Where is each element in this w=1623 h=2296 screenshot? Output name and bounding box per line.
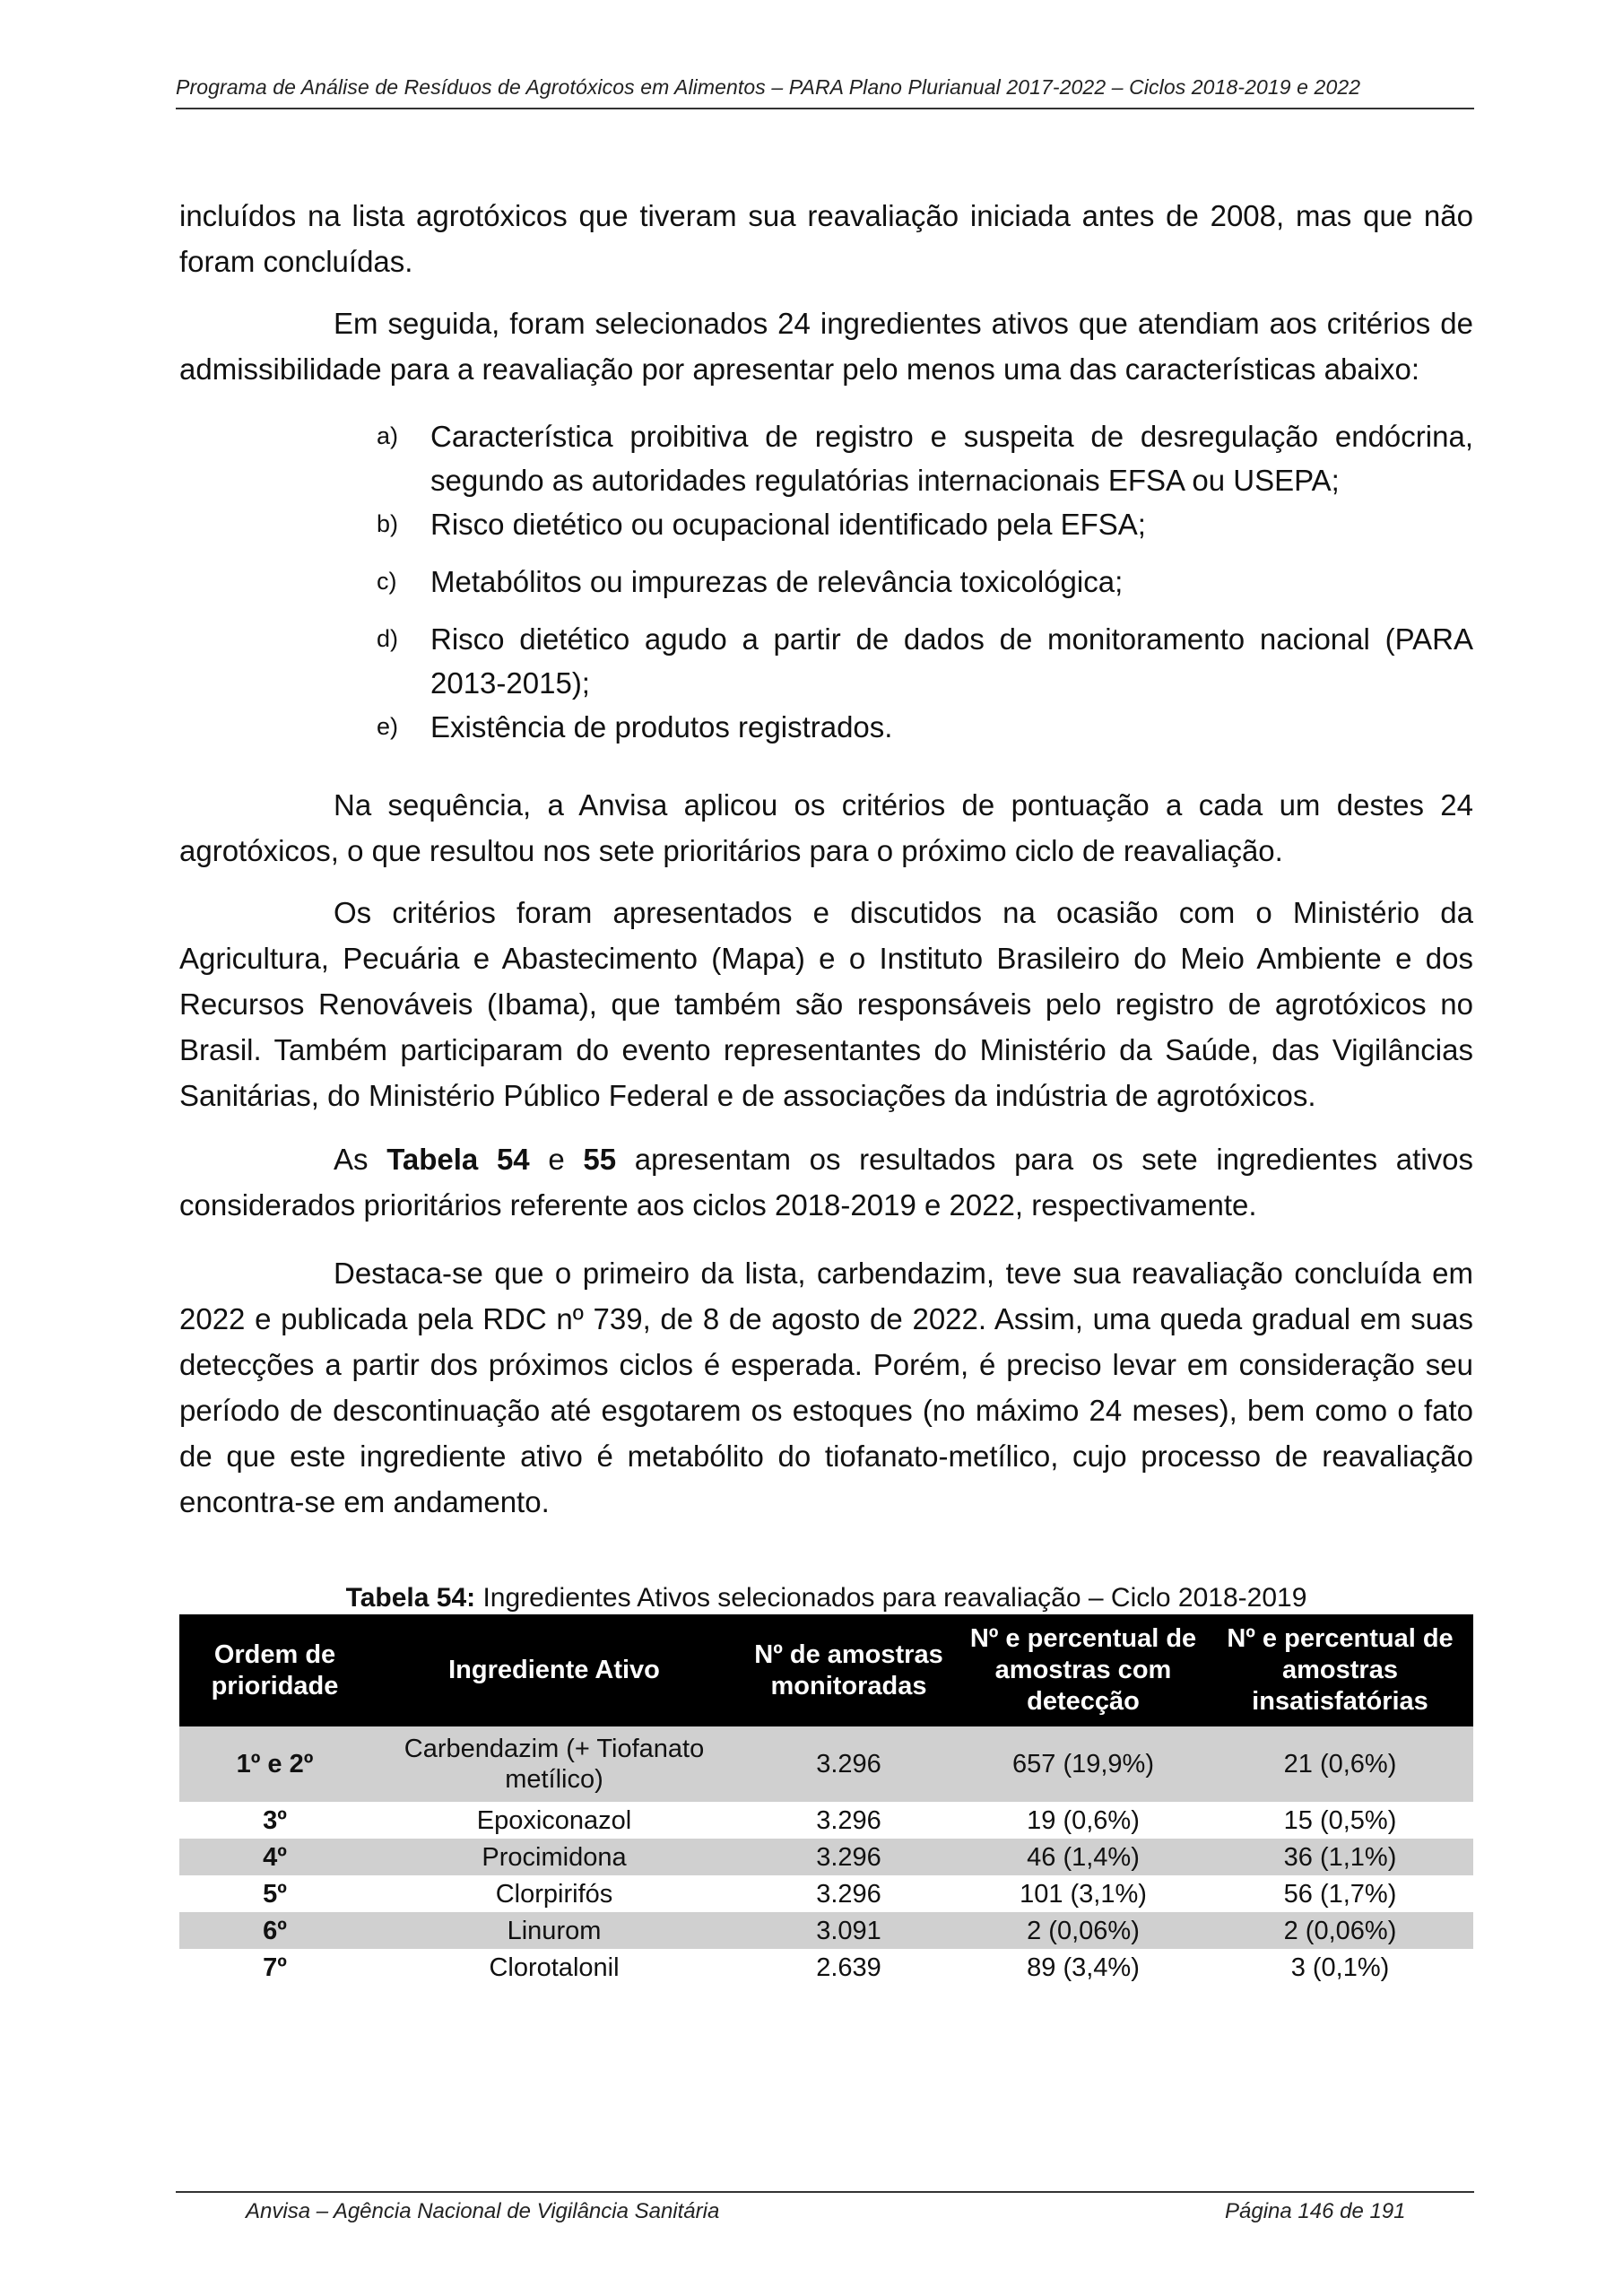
table-55-reference: 55 [583, 1143, 617, 1176]
cell-priority: 3º [263, 1805, 287, 1835]
col-header-priority-order: Ordem de prioridade [179, 1614, 370, 1726]
cell-priority: 1º e 2º [179, 1726, 370, 1802]
p5-part1: As [334, 1143, 387, 1176]
table-row [179, 1875, 1473, 1912]
cell-priority: 7º [263, 1952, 287, 1982]
table-row [179, 1726, 1473, 1802]
paragraph-4 [179, 890, 1473, 1118]
cell-ingredient: Carbendazim (+ Tiofanato metílico) [370, 1726, 738, 1802]
criteria-text: Risco dietético ou ocupacional identificado pela EFSA; [430, 508, 1146, 541]
criteria-text: Existência de produtos registrados. [430, 710, 893, 744]
criteria-list [377, 414, 1473, 749]
cell-unsatisfactory: 3 (0,1%) [1290, 1952, 1390, 1982]
cell-samples: 3.091 [738, 1912, 959, 1949]
table-header-row [179, 1614, 1473, 1726]
paragraph-2 [179, 300, 1473, 392]
col-header-active-ingredient: Ingrediente Ativo [370, 1614, 738, 1726]
p5-part2: e [529, 1143, 584, 1176]
cell-ingredient: Procimidona [370, 1839, 738, 1875]
table-54-reference: Tabela 54 [386, 1143, 530, 1176]
criteria-item [377, 617, 1473, 705]
criteria-marker: d) [377, 625, 399, 652]
criteria-marker: a) [377, 422, 399, 449]
cell-detected: 657 (19,9%) [959, 1726, 1207, 1802]
cell-priority: 5º [263, 1879, 287, 1909]
cell-unsatisfactory: 2 (0,06%) [1207, 1912, 1473, 1949]
cell-detected: 46 (1,4%) [959, 1839, 1207, 1875]
cell-unsatisfactory: 21 (0,6%) [1207, 1726, 1473, 1802]
priority-table [179, 1614, 1473, 1986]
cell-samples: 3.296 [816, 1879, 881, 1909]
criteria-item [377, 414, 1473, 502]
criteria-text: Risco dietético agudo a partir de dados de monitoramento nacional (PARA 2013-2015); [430, 622, 1473, 700]
paragraph-5 [179, 1136, 1473, 1228]
cell-ingredient: Clorpirifós [495, 1879, 613, 1909]
paragraph-6-text: Destaca-se que o primeiro da lista, carbendazim, teve sua reavaliação concluída em 2022 e publicada pela RDC nº 739, de 8 de agosto de 2022. Assim, uma queda gradual em suas detecções a partir dos próximos ciclos é esperada. Porém, é preciso levar em consideração seu período de descontinuação até esgotarem os estoques (no máximo 24 meses), bem como o fato de que este ingrediente ativo é metabólito do tiofanato-metílico, cujo processo de reavaliação encontra-se em andamento. [179, 1257, 1473, 1518]
cell-ingredient: Linurom [370, 1912, 738, 1949]
cell-samples: 3.296 [738, 1726, 959, 1802]
paragraph-4-text: Os critérios foram apresentados e discutidos na ocasião com o Ministério da Agricultura, Pecuária e Abastecimento (Mapa) e o Instituto Brasileiro do Meio Ambiente e dos Recursos Renováveis (Ibama), que também são responsáveis pelo registro de agrotóxicos no Brasil. Também participaram do evento representantes do Ministério da Saúde, das Vigilâncias Sanitárias, do Ministério Público Federal e de associações da indústria de agrotóxicos. [179, 896, 1473, 1112]
paragraph-2-text: Em seguida, foram selecionados 24 ingredientes ativos que atendiam aos critérios de admissibilidade para a reavaliação por apresentar pelo menos uma das características abaixo: [179, 307, 1473, 386]
cell-detected: 101 (3,1%) [1020, 1879, 1147, 1909]
running-header: Programa de Análise de Resíduos de Agrotóxicos em Alimentos – PARA Plano Plurianual 2017-2022 – Ciclos 2018-2019 e 2022 [176, 75, 1361, 99]
table-row [179, 1839, 1473, 1875]
table-caption [179, 1582, 1473, 1614]
cell-unsatisfactory: 15 (0,5%) [1283, 1805, 1397, 1835]
paragraph-1 [179, 193, 1473, 284]
cell-samples: 3.296 [816, 1805, 881, 1835]
cell-ingredient: Epoxiconazol [476, 1805, 632, 1835]
paragraph-5-text [179, 1136, 1473, 1228]
cell-unsatisfactory: 36 (1,1%) [1207, 1839, 1473, 1875]
table-caption-label: Tabela 54: [345, 1583, 476, 1613]
cell-priority: 6º [179, 1912, 370, 1949]
cell-priority: 4º [179, 1839, 370, 1875]
header-rule [176, 108, 1474, 109]
page-number: Página 146 de 191 [1225, 2199, 1406, 2223]
paragraph-3-text: Na sequência, a Anvisa aplicou os critérios de pontuação a cada um destes 24 agrotóxicos, o que resultou nos sete prioritários para o próximo ciclo de reavaliação. [179, 788, 1473, 867]
criteria-text: Metabólitos ou impurezas de relevância toxicológica; [430, 565, 1124, 598]
criteria-marker: c) [377, 568, 397, 595]
p5-part3: apresentam os resultados para os sete ingredientes ativos considerados prioritários referente aos ciclos 2018-2019 e 2022, respectivamente. [179, 1143, 1474, 1222]
cell-detected: 2 (0,06%) [959, 1912, 1207, 1949]
criteria-item [377, 560, 1473, 604]
table-row [179, 1949, 1473, 1986]
paragraph-3 [179, 782, 1473, 874]
cell-detected: 89 (3,4%) [1027, 1952, 1140, 1982]
criteria-item [377, 502, 1473, 546]
criteria-marker: b) [377, 510, 399, 537]
paragraph-6 [179, 1250, 1473, 1525]
table-row [179, 1912, 1473, 1949]
col-header-samples-monitored: Nº de amostras monitoradas [738, 1614, 959, 1726]
table-caption-text: Ingredientes Ativos selecionados para reavaliação – Ciclo 2018-2019 [475, 1583, 1307, 1613]
criteria-text: Característica proibitiva de registro e suspeita de desregulação endócrina, segundo as autoridades regulatórias internacionais EFSA ou USEPA; [430, 420, 1473, 497]
cell-detected: 19 (0,6%) [1027, 1805, 1140, 1835]
cell-unsatisfactory: 56 (1,7%) [1283, 1879, 1397, 1909]
criteria-marker: e) [377, 713, 399, 740]
paragraph-1-text: incluídos na lista agrotóxicos que tiveram sua reavaliação iniciada antes de 2008, mas que não foram concluídas. [179, 199, 1473, 278]
col-header-samples-detected: Nº e percentual de amostras com detecção [959, 1614, 1207, 1726]
footer-rule [176, 2191, 1474, 2193]
cell-ingredient: Clorotalonil [489, 1952, 620, 1982]
footer-agency: Anvisa – Agência Nacional de Vigilância Sanitária [246, 2199, 720, 2223]
cell-samples: 3.296 [738, 1839, 959, 1875]
table-row [179, 1802, 1473, 1839]
cell-samples: 2.639 [816, 1952, 881, 1982]
col-header-samples-unsatisfactory: Nº e percentual de amostras insatisfatórias [1207, 1614, 1473, 1726]
criteria-item [377, 705, 1473, 749]
